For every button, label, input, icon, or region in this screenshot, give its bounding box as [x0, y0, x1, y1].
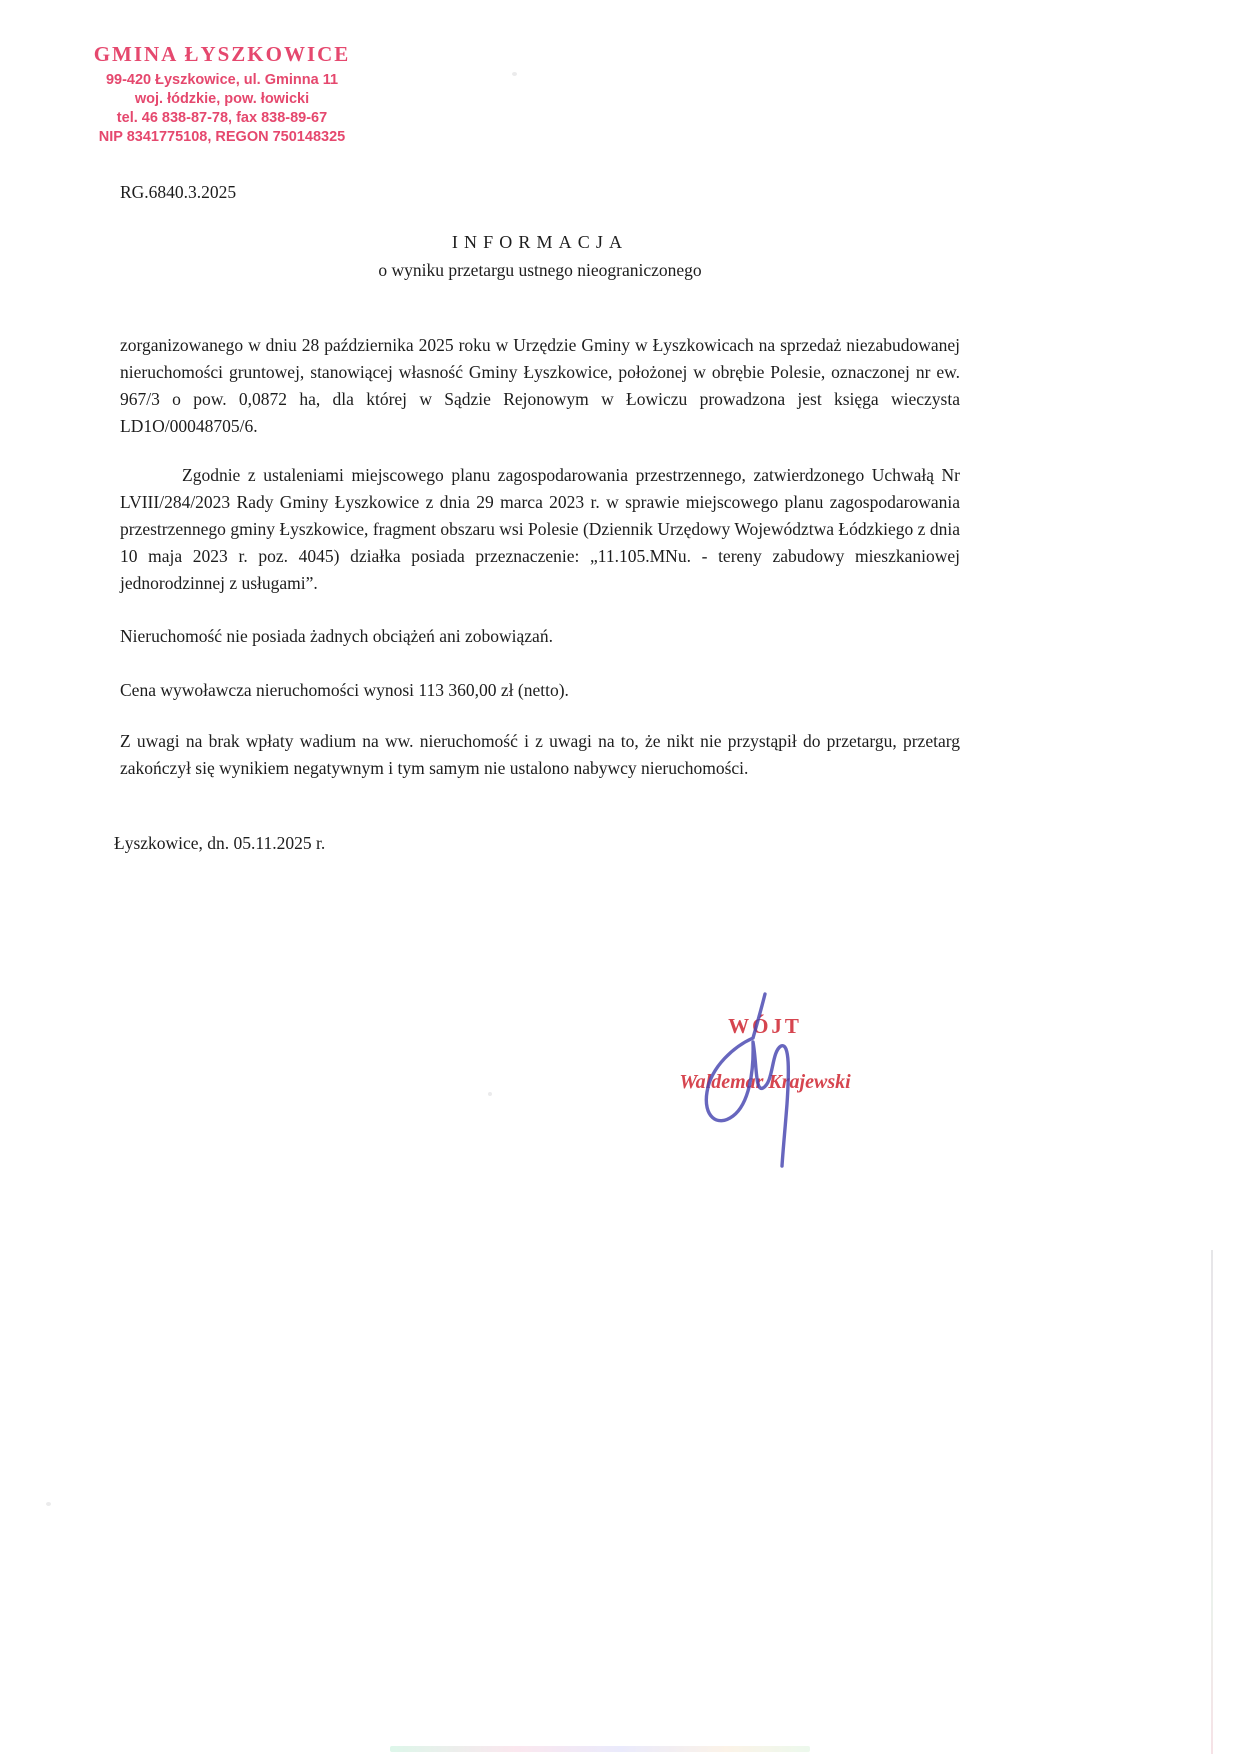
- reference-number: RG.6840.3.2025: [120, 182, 237, 202]
- body-paragraph-encumbrances: Nieruchomość nie posiada żadnych obciążeń ani zobowiązań.: [120, 626, 553, 646]
- signer-title-stamp: WÓJT: [728, 1014, 802, 1038]
- document-body: [114, 180, 960, 857]
- stamp-address: 99-420 Łyszkowice, ul. Gminna 11: [105, 72, 339, 88]
- body-paragraph-auction-info: zorganizowanego w dniu 28 października 2025 roku w Urzędzie Gminy w Łyszkowicach na sprzedaż niezabudowanej nieruchomości gruntowej, stanowiącej własność Gminy Łyszkowice, położonej w obrębie Polesie, oznaczonej nr ew. 967/3 o pow. 0,0872 ha, dla której w Sądzie Rejonowym w Łowiczu prowadzona jest księga wieczysta LD1O/00048705/6.: [120, 335, 960, 436]
- scan-speck: [46, 1502, 51, 1506]
- scan-artifact-streaks: [390, 1746, 810, 1752]
- body-paragraph-negative-result: Z uwagi na brak wpłaty wadium na ww. nieruchomość i z uwagi na to, że nikt nie przystąpił do przetargu, przetarg zakończył się wynikiem negatywnym i tym samym nie ustalono nabywcy nieruchomości.: [120, 731, 960, 778]
- body-paragraph-starting-price: Cena wywoławcza nieruchomości wynosi 113 360,00 zł (netto).: [120, 680, 569, 700]
- scan-artifact-line: [1211, 1250, 1213, 1754]
- signature-block: [620, 1014, 910, 1094]
- sender-stamp: [62, 42, 382, 147]
- place-date-line: Łyszkowice, dn. 05.11.2025 r.: [114, 833, 326, 853]
- stamp-nip-regon: NIP 8341775108, REGON 750148325: [98, 129, 346, 145]
- document-subtitle: o wyniku przetargu ustnego nieograniczonego: [378, 260, 702, 280]
- body-paragraph-zoning-plan: Zgodnie z ustaleniami miejscowego planu zagospodarowania przestrzennego, zatwierdzonego Uchwałą Nr LVIII/284/2023 Rady Gminy Łyszkowice z dnia 29 marca 2023 r. w sprawie miejscowego planu zagospodarowania przestrzennego gminy Łyszkowice, fragment obszaru wsi Polesie (Dziennik Urzędowy Województwa Łódzkiego z dnia 10 maja 2023 r. poz. 4045) działka posiada przeznaczenie: „11.105.MNu. - tereny zabudowy mieszkaniowej jednorodzinnej z usługami”.: [120, 465, 960, 593]
- stamp-municipality-name: GMINA ŁYSZKOWICE: [93, 42, 351, 66]
- scan-speck: [488, 1092, 492, 1096]
- stamp-phone-fax: tel. 46 838-87-78, fax 838-89-67: [116, 110, 328, 126]
- scan-speck: [512, 72, 517, 76]
- signer-name-stamp: Waldemar Krajewski: [679, 1071, 851, 1093]
- document-title: INFORMACJA: [451, 232, 629, 252]
- stamp-region: woj. łódzkie, pow. łowicki: [134, 91, 310, 107]
